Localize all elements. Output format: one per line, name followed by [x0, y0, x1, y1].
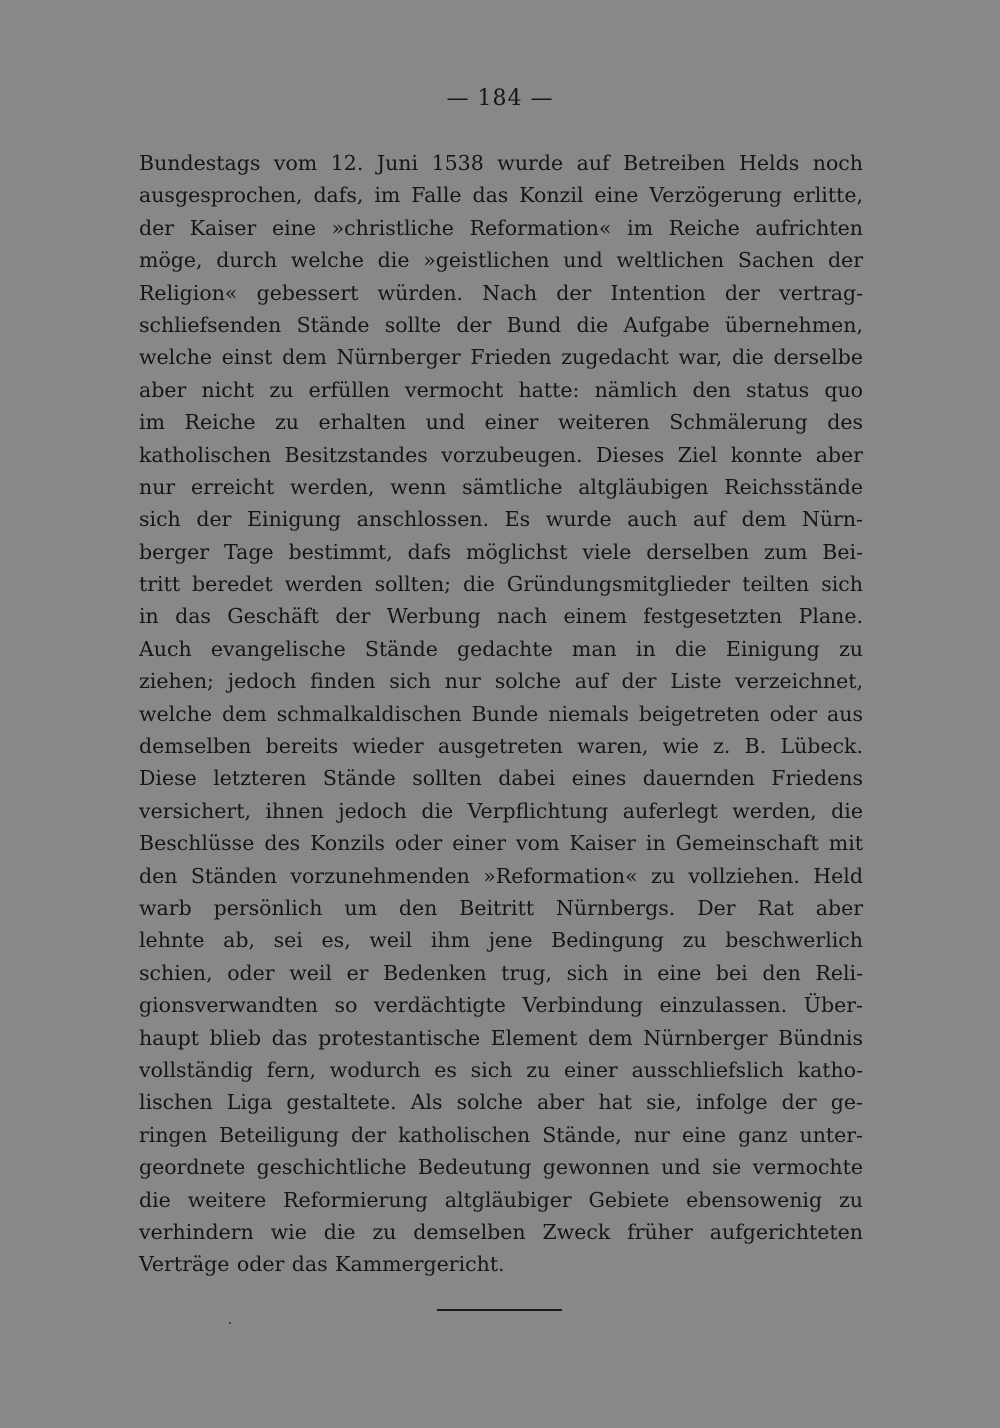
- text-line: Bundestags vom 12. Juni 1538 wurde auf Betreiben Helds noch: [139, 151, 863, 175]
- text-line: ausgesprochen, dafs, im Falle das Konzil eine Verzögerung erlitte,: [139, 183, 863, 208]
- text-line: Diese letzteren Stände sollten dabei eines dauernden Friedens: [139, 766, 863, 791]
- text-line: nur erreicht werden, wenn sämtliche altgläubigen Reichsstände: [139, 474, 863, 499]
- text-line: ringen Beteiligung der katholischen Stände, nur eine ganz unter-: [139, 1122, 863, 1147]
- text-line: den Ständen vorzunehmenden »Reformation« zu vollziehen. Held: [139, 863, 863, 888]
- text-line: sich der Einigung anschlossen. Es wurde auch auf dem Nürn-: [139, 507, 863, 532]
- text-line: in das Geschäft der Werbung nach einem festgesetzten Plane.: [139, 604, 863, 629]
- text-line: versichert, ihnen jedoch die Verpflichtung auferlegt werden, die: [139, 798, 863, 823]
- text-line: demselben bereits wieder ausgetreten waren, wie z. B. Lübeck.: [139, 734, 863, 759]
- text-line: aber nicht zu erfüllen vermocht hatte: nämlich den status quo: [139, 377, 863, 402]
- text-line: der Kaiser eine »christliche Reformation« im Reiche aufrichten: [139, 215, 863, 240]
- text-line: berger Tage bestimmt, dafs möglichst viele derselben zum Bei-: [139, 539, 863, 564]
- text-line: im Reiche zu erhalten und einer weiteren Schmälerung des: [139, 410, 863, 435]
- text-line: verhindern wie die zu demselben Zweck früher aufgerichteten: [139, 1219, 863, 1244]
- text-line: tritt beredet werden sollten; die Gründungsmitglieder teilten sich: [139, 572, 863, 597]
- text-line: warb persönlich um den Beitritt Nürnbergs. Der Rat aber: [139, 895, 863, 920]
- text-line: haupt blieb das protestantische Element dem Nürnberger Bündnis: [139, 1025, 863, 1050]
- text-line: Religion« gebessert würden. Nach der Intention der vertrag-: [139, 280, 863, 305]
- text-line: katholischen Besitzstandes vorzubeugen. Dieses Ziel konnte aber: [139, 442, 863, 467]
- text-line: geordnete geschichtliche Bedeutung gewonnen und sie vermochte: [139, 1155, 863, 1180]
- text-line: ziehen; jedoch finden sich nur solche auf der Liste verzeichnet,: [139, 669, 863, 694]
- body-text: [139, 147, 863, 1281]
- section-end-rule: [437, 1309, 562, 1311]
- text-line: Beschlüsse des Konzils oder einer vom Kaiser in Gemeinschaft mit: [139, 831, 863, 856]
- text-line: schien, oder weil er Bedenken trug, sich in eine bei den Reli-: [139, 960, 863, 985]
- text-line: welche einst dem Nürnberger Frieden zugedacht war, die derselbe: [139, 345, 863, 370]
- text-line: schliefsenden Stände sollte der Bund die Aufgabe übernehmen,: [139, 312, 863, 337]
- text-line: lehnte ab, sei es, weil ihm jene Bedingung zu beschwerlich: [139, 928, 863, 953]
- print-speck: [229, 1322, 231, 1324]
- text-line: die weitere Reformierung altgläubiger Gebiete ebensowenig zu: [139, 1187, 863, 1212]
- text-line: möge, durch welche die »geistlichen und weltlichen Sachen der: [139, 248, 863, 273]
- text-line-final: Verträge oder das Kammergericht.: [139, 1252, 505, 1277]
- text-line: welche dem schmalkaldischen Bunde niemals beigetreten oder aus: [139, 701, 863, 726]
- text-line: Auch evangelische Stände gedachte man in die Einigung zu: [139, 636, 863, 661]
- page-number: — 184 —: [446, 86, 554, 111]
- text-line: vollständig fern, wodurch es sich zu einer ausschliefslich katho-: [139, 1057, 863, 1082]
- text-line: lischen Liga gestaltete. Als solche aber hat sie, infolge der ge-: [139, 1090, 863, 1115]
- text-line: gionsverwandten so verdächtigte Verbindung einzulassen. Über-: [139, 993, 863, 1018]
